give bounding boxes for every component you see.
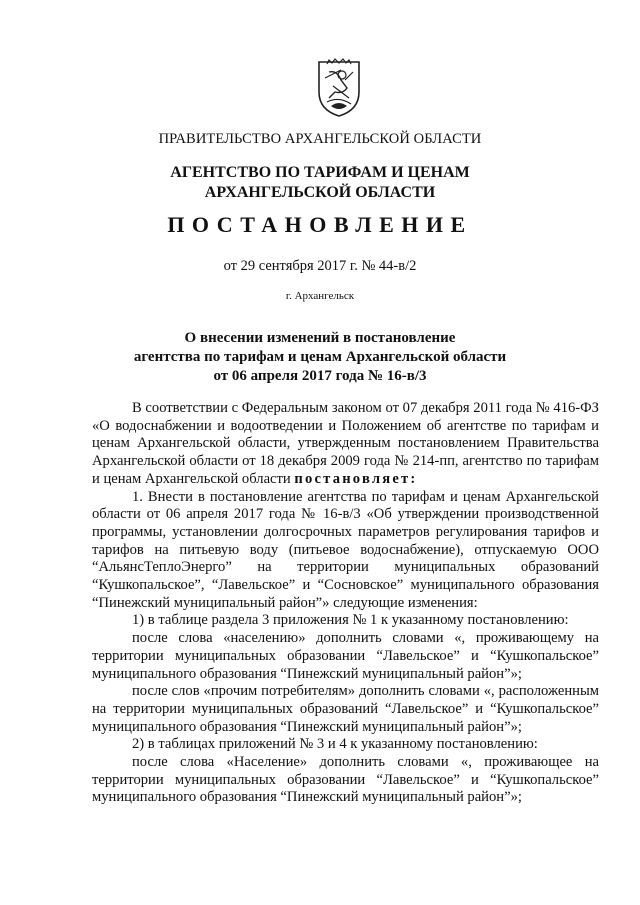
decree-word: постановляет: [294, 470, 418, 487]
agency-name-line1: АГЕНТСТВО ПО ТАРИФАМ И ЦЕНАМ [170, 164, 470, 181]
document-type: ПОСТАНОВЛЕНИЕ [167, 212, 473, 237]
subitem-1a-paragraph: после слова «населению» дополнить словами «, проживающему на территории муниципальных образовании “Лавельское” и “Кушкопальское” муниципального образования “Пинежский муниципальный район”»; [92, 630, 599, 682]
subitem-1-paragraph: 1) в таблице раздела 3 приложения № 1 к указанному постановлению: [132, 612, 569, 629]
document-date-number: от 29 сентября 2017 г. № 44-в/2 [223, 258, 417, 274]
intro-text: В соответствии с Федеральным законом от 07 декабря 2011 года № 416-ФЗ «О водоснабжении и водоотведении и Положением об агентстве по тарифам и ценам Архангельской области, утвержденным постановлением Правительства Архангельской области от 18 декабря 2009 года № 214-пп, агентство по тарифам и ценам Архангельской области [92, 400, 599, 487]
document-title-line1: О внесении изменений в постановление [184, 330, 456, 346]
document-title [0, 329, 640, 386]
document-city: г. Архангельск [285, 290, 355, 302]
item-1-paragraph: 1. Внести в постановление агентства по тарифам и ценам Архангельской области от 06 апреля 2017 года № 16-в/3 «Об утверждении производственной программы, установлении долгосрочных параметров регулирования тарифов и тарифов на питьевую воду (питьевое водоснабжение), отпускаемую ООО “АльянсТеплоЭнерго” на территории муниципальных образований “Кушкопальское”, “Лавельское” и “Сосновское” муниципального образования “Пинежский муниципальный район”» следующие изменения: [92, 488, 599, 611]
document-title-line2: агентства по тарифам и ценам Архангельской области [133, 349, 507, 365]
subitem-2a-paragraph: после слова «Население» дополнить словами «, проживающее на территории муниципальных образовании “Лавельское” и “Кушкопальское” муниципального образования “Пинежский муниципальный район”»; [92, 754, 599, 806]
agency-name-line2: АРХАНГЕЛЬСКОЙ ОБЛАСТИ [204, 184, 436, 201]
subitem-1b-paragraph: после слов «прочим потребителям» дополнить словами «, расположенным на территории муниципальных образований “Лавельское” и “Кушкопальское” муниципального образования “Пинежский муниципальный район”»; [92, 683, 599, 735]
document-body [92, 400, 599, 807]
government-name: ПРАВИТЕЛЬСТВО АРХАНГЕЛЬСКОЙ ОБЛАСТИ [158, 131, 482, 147]
coat-of-arms-icon [315, 58, 363, 118]
document-title-line3: от 06 апреля 2017 года № 16-в/3 [213, 368, 427, 384]
subitem-2-paragraph: 2) в таблицах приложений № 3 и 4 к указанному постановлению: [132, 736, 538, 753]
intro-paragraph [92, 400, 599, 489]
agency-name [0, 163, 640, 203]
